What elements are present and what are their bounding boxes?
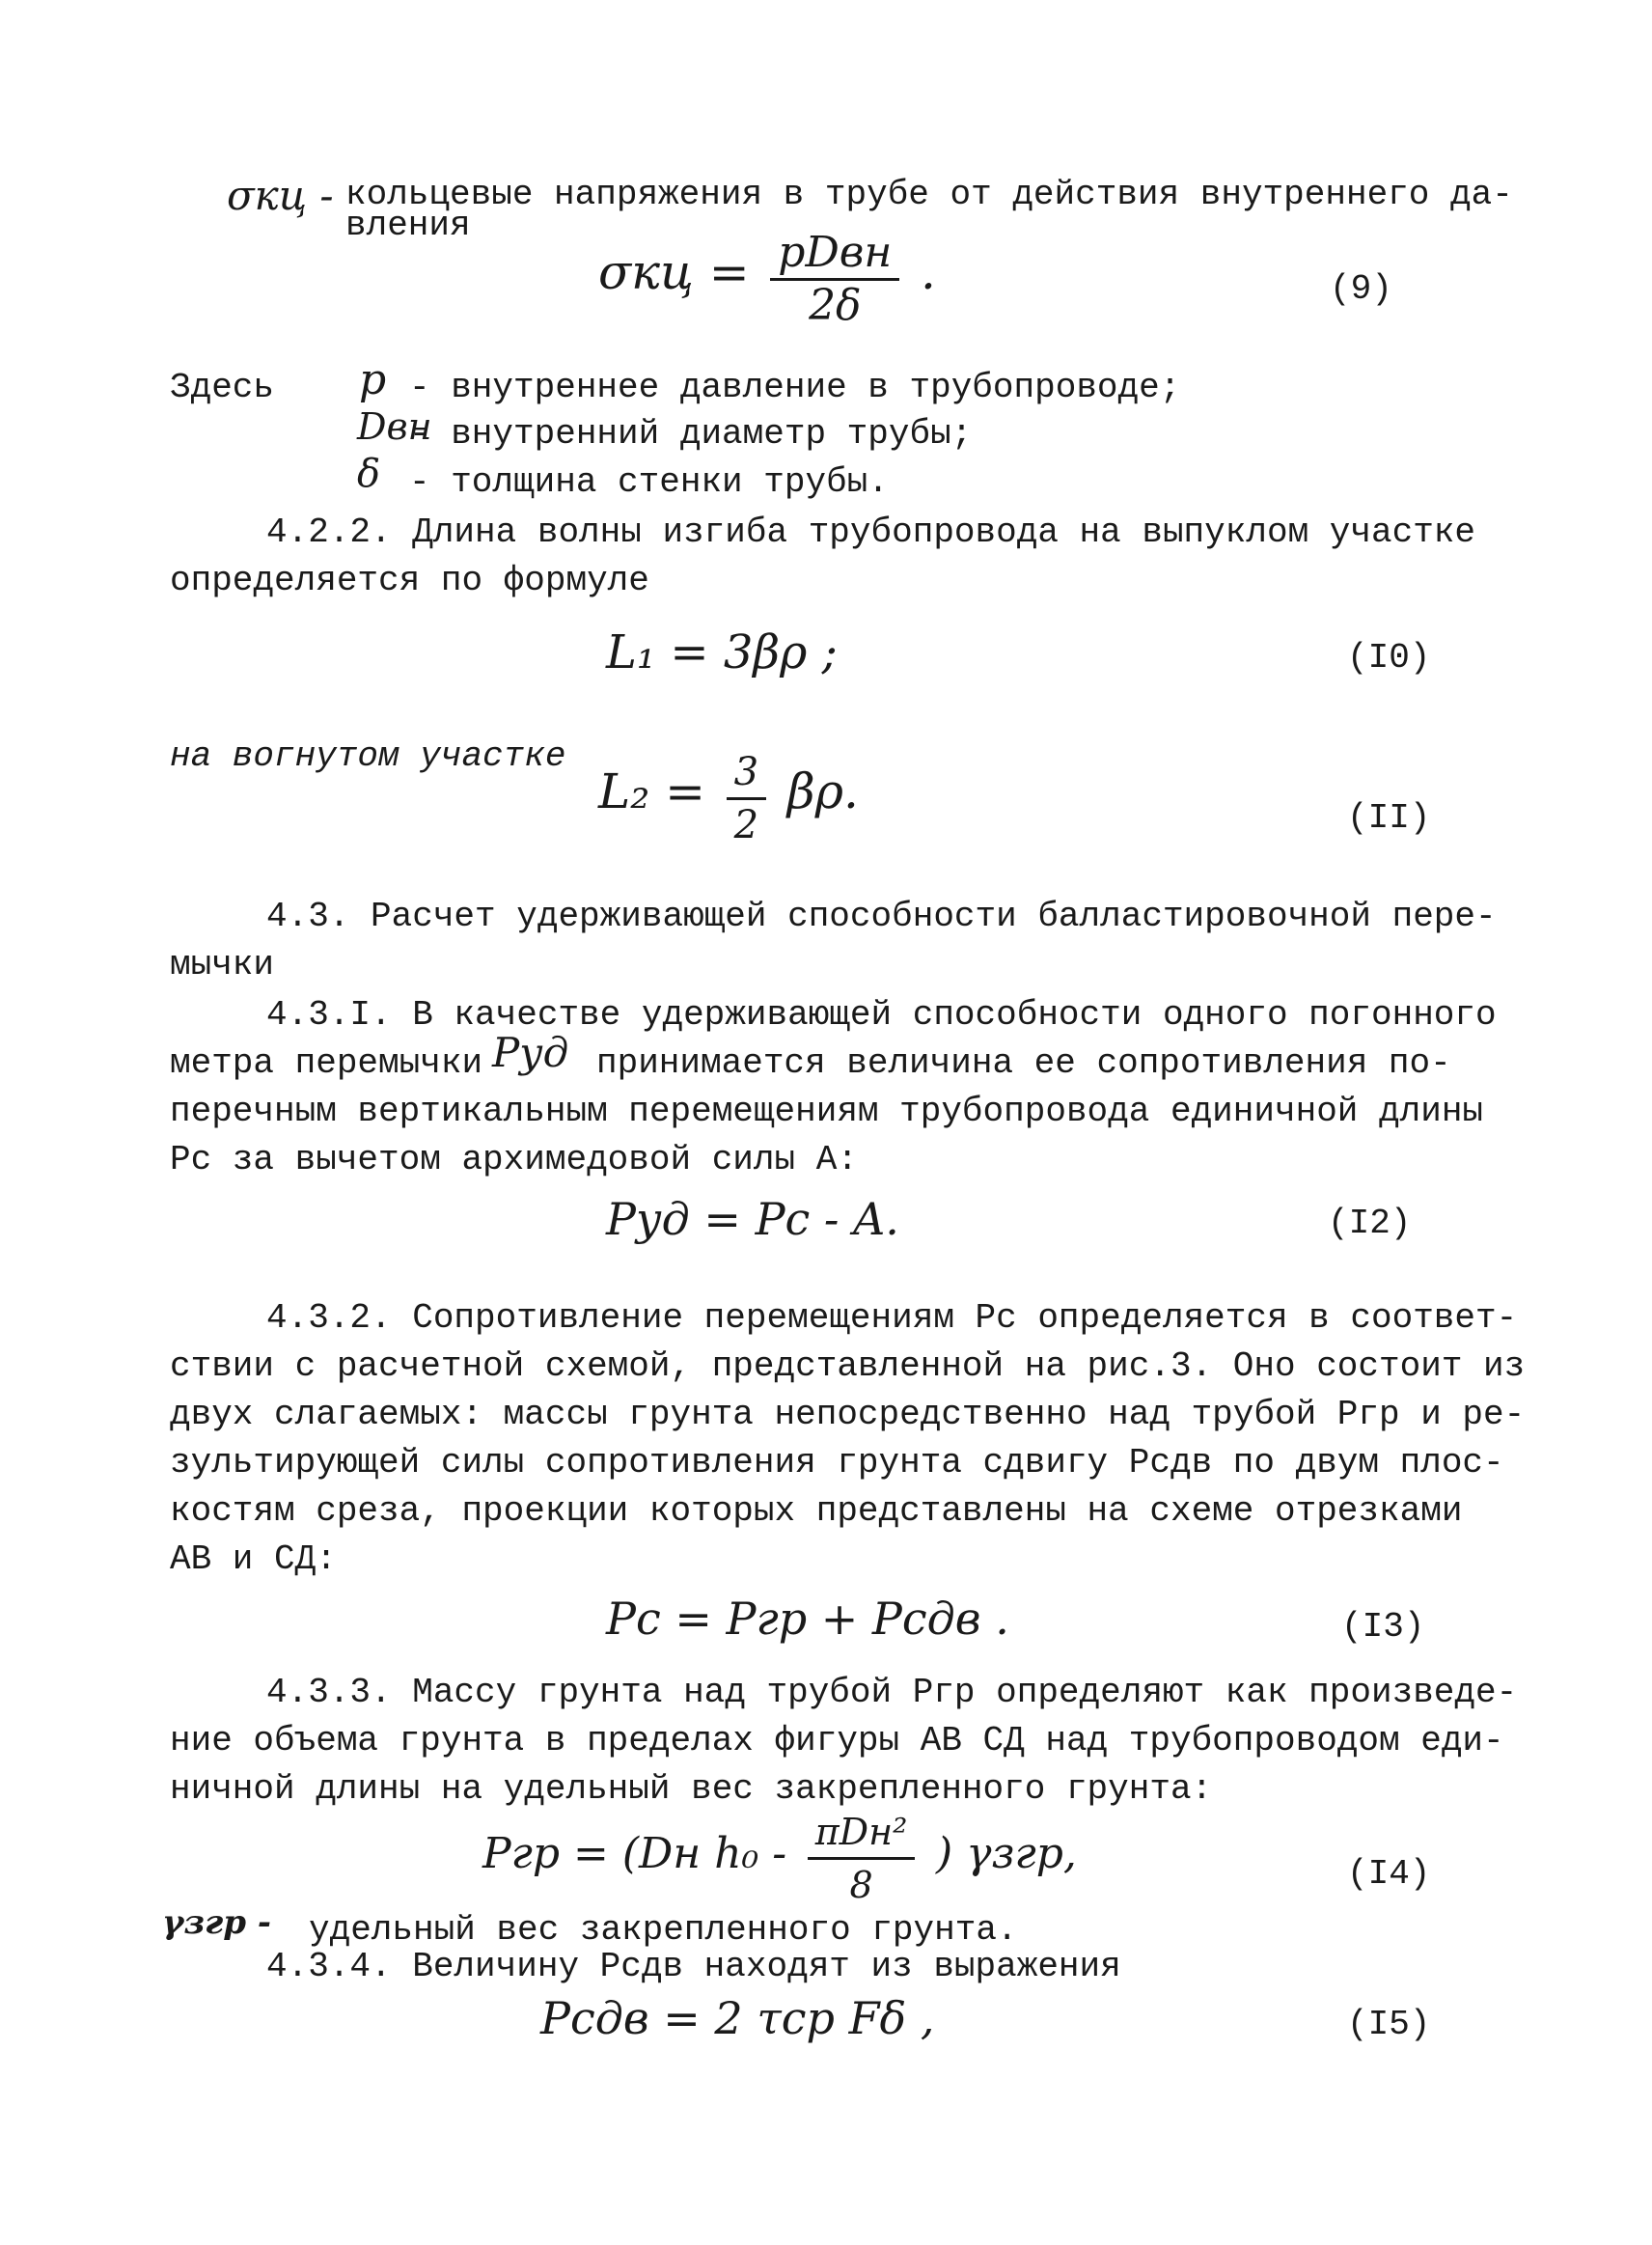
paragraph-4-2-2-line2: определяется по формуле (170, 561, 649, 600)
paragraph-4-3-3-line1: 4.3.3. Массу грунта над трубой Pгр определяют как произведе- (266, 1673, 1518, 1712)
equation-number-12: (I2) (1328, 1204, 1412, 1243)
equation-number-15: (I5) (1347, 2005, 1431, 2044)
sigma-kc-symbol: σкц - (227, 172, 334, 219)
paragraph-4-3-2-line4: зультирующей силы сопротивления грунта сдвигу Pсдв по двум плос- (170, 1443, 1504, 1483)
equation-number-14: (I4) (1347, 1854, 1431, 1894)
eq14-numerator: πDн² (808, 1811, 916, 1860)
equation-number-11: (II) (1347, 798, 1431, 838)
eq11-denominator: 2 (733, 803, 759, 847)
equation-number-10: (I0) (1347, 638, 1431, 678)
equation-10: L₁ = 3βρ ; (606, 625, 838, 679)
equation-14 (482, 1811, 1077, 1906)
paragraph-4-3-2-line2: ствии с расчетной схемой, представленной на рис.3. Оно состоит из (170, 1346, 1526, 1386)
where-text-dvn: - внутренний диаметр трубы; (409, 414, 973, 454)
where-text-delta: - толщина стенки трубы. (409, 462, 889, 502)
concave-section-label: на вогнутом участке (170, 736, 566, 776)
equation-11 (598, 751, 859, 846)
equation-number-13: (I3) (1341, 1607, 1425, 1647)
eq11-numerator: 3 (727, 751, 766, 800)
eq9-numerator: pDвн (770, 232, 899, 281)
equation-15: Pсдв = 2 τср Fδ , (540, 1992, 935, 2044)
where-word: Здесь (170, 368, 275, 407)
text-line: вления (345, 206, 471, 245)
eq14-lhs: Pгр = (Dн h₀ - (482, 1829, 787, 1879)
where-sym-p: p (359, 355, 387, 404)
paragraph-4-3-4-line1: 4.3.4. Величину Pсдв находят из выражения (266, 1947, 1121, 1986)
eq9-denominator: 2δ (809, 281, 862, 330)
equation-12: Pуд = Pc - A. (606, 1193, 899, 1245)
where-sym-dvn: Dвн (357, 405, 432, 448)
gamma-zgr-symbol: γзгр - (162, 1903, 271, 1942)
paragraph-4-2-2-line1: 4.2.2. Длина волны изгиба трубопровода на выпуклом участке (266, 513, 1476, 552)
eq11-fraction (727, 751, 766, 846)
equation-9 (598, 228, 936, 330)
paragraph-4-3-1-line3: перечным вертикальным перемещениям трубопровода единичной длины (170, 1092, 1484, 1131)
paragraph-4-3-2-line5: костям среза, проекции которых представлены на схеме отрезками (170, 1491, 1463, 1531)
paragraph-4-3-2-line3: двух слагаемых: массы грунта непосредственно над трубой Pгр и ре- (170, 1395, 1526, 1434)
paragraph-4-3-2-line1: 4.3.2. Сопротивление перемещениям Pc определяется в соответ- (266, 1298, 1518, 1338)
eq11-lhs: L₂ = (598, 763, 706, 820)
eq14-denominator: 8 (849, 1864, 873, 1906)
paragraph-4-3-1-line1: 4.3.I. В качестве удерживающей способности одного погонного (266, 995, 1497, 1035)
paragraph-4-3-3-line3: ничной длины на удельный вес закрепленного грунта: (170, 1769, 1213, 1809)
section-4-3-line1: 4.3. Расчет удерживающей способности балластировочной пере- (266, 897, 1497, 936)
paragraph-4-3-1-line2a: метра перемычки (170, 1043, 483, 1083)
eq11-rhs: βρ. (786, 763, 859, 820)
paragraph-4-3-1-line4: Pc за вычетом архимедовой силы A: (170, 1140, 858, 1179)
eq14-rhs: ) γзгр, (936, 1829, 1077, 1879)
equation-number-9: (9) (1330, 269, 1392, 309)
paragraph-4-3-1-line2b: принимается величина ее сопротивления по- (596, 1043, 1451, 1083)
paragraph-4-3-3-line2: ние объема грунта в пределах фигуры АВ СД над трубопроводом еди- (170, 1721, 1504, 1760)
where-sym-delta: δ (357, 452, 381, 496)
paragraph-4-3-2-line6: АВ и СД: (170, 1539, 337, 1579)
gamma-zgr-text: удельный вес закрепленного грунта. (309, 1910, 1018, 1950)
eq9-lhs: σкц = (598, 244, 750, 301)
eq9-tail: . (920, 244, 936, 301)
text-line: кольцевые напряжения в трубе от действия внутреннего да- (345, 175, 1513, 214)
section-4-3-line2: мычки (170, 945, 275, 984)
eq9-fraction (770, 228, 899, 330)
p-ud-symbol: Pуд (492, 1029, 569, 1076)
eq14-fraction (808, 1811, 916, 1906)
equation-13: Pc = Pгр + Pсдв . (606, 1593, 1009, 1645)
where-text-p: - внутреннее давление в трубопроводе; (409, 368, 1181, 407)
